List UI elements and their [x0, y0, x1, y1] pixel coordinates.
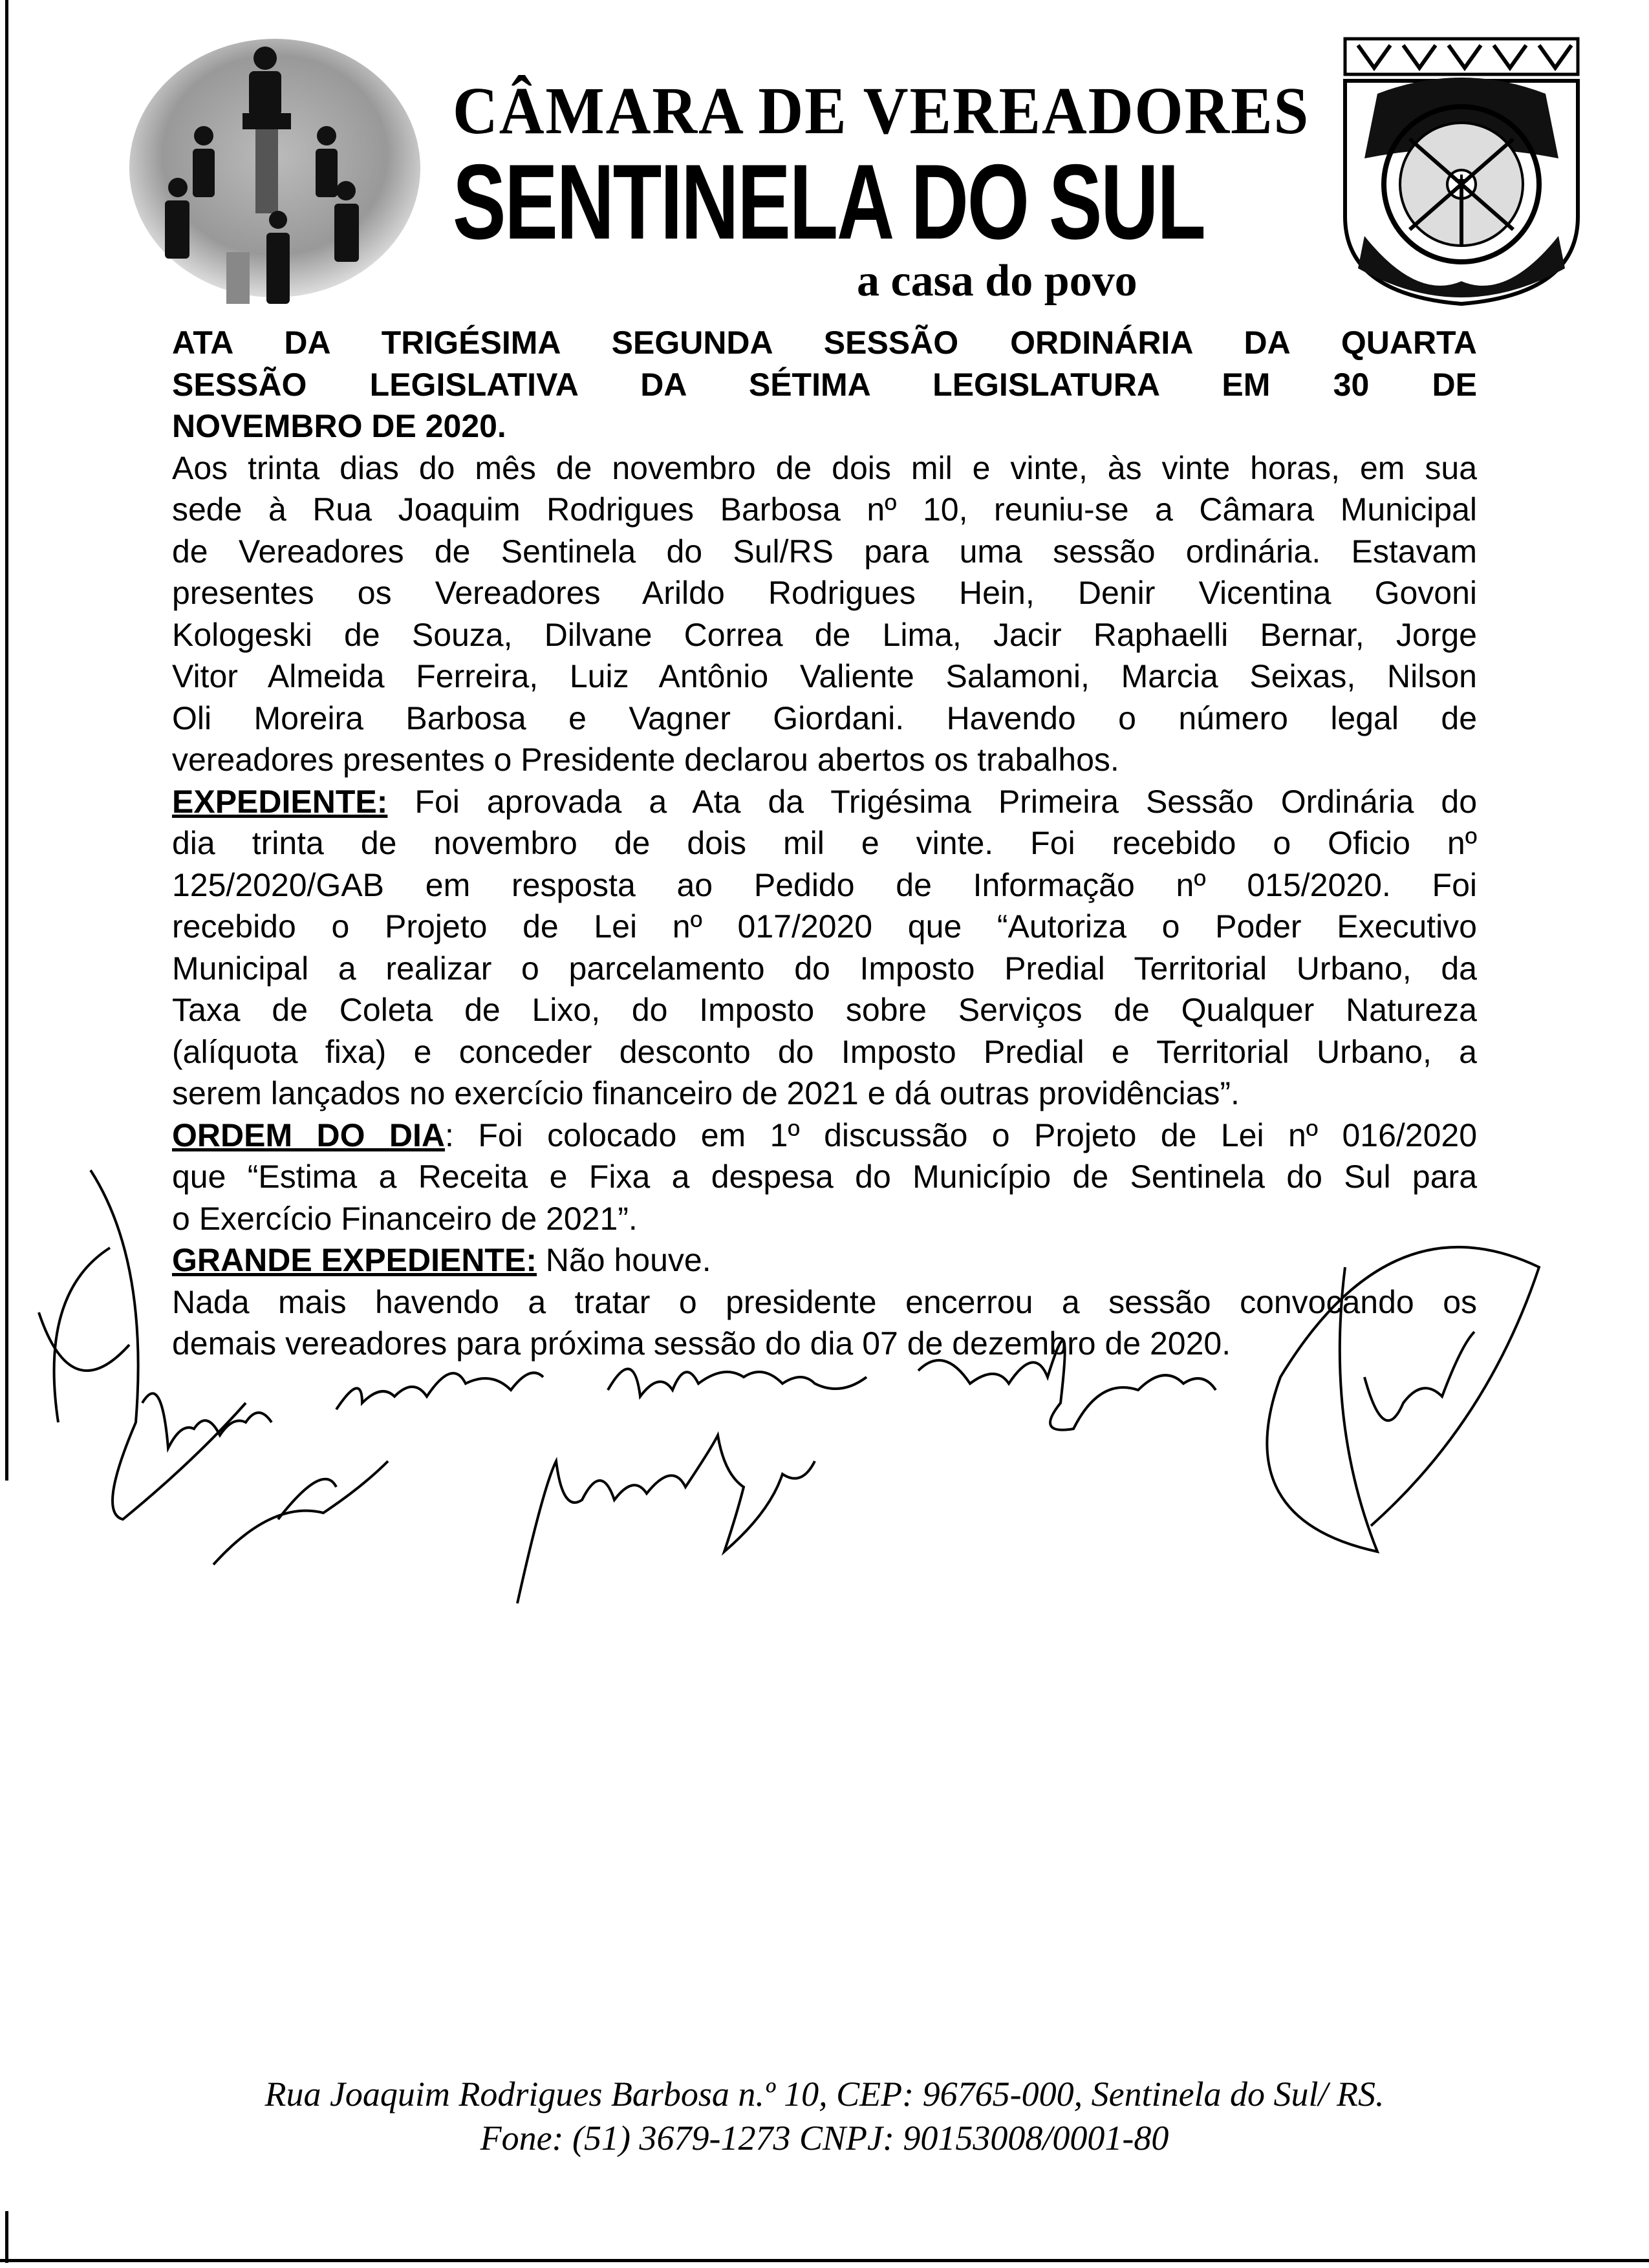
scan-edge-left — [5, 0, 8, 1481]
footer-address: Rua Joaquim Rodrigues Barbosa n.º 10, CEP: 96765-000, Sentinela do Sul/ RS. — [264, 2075, 1385, 2113]
opening-line: de Vereadores de Sentinela do Sul/RS para uma sessão ordinária. Estavam — [172, 533, 1477, 570]
closing-line: Nada mais havendo a tratar o presidente encerrou a sessão convocando os — [172, 1283, 1477, 1320]
grande-label: GRANDE EXPEDIENTE: — [172, 1242, 537, 1278]
expediente-first-line — [172, 781, 1477, 823]
ordem-label: ORDEM DO DIA — [172, 1117, 446, 1153]
header-title-line2: SENTINELA DO SUL — [453, 142, 1205, 261]
expediente-label: EXPEDIENTE: — [172, 783, 388, 820]
expediente-line: dia trinta de novembro de dois mil e vinte. Foi recebido o Oficio nº — [172, 825, 1477, 861]
opening-line: sede à Rua Joaquim Rodrigues Barbosa nº 10, reuniu-se a Câmara Municipal — [172, 491, 1477, 528]
expediente-text: Foi aprovada a Ata da Trigésima Primeira Sessão Ordinária do — [387, 783, 1477, 820]
minutes-title-line: SESSÃO LEGISLATIVA DA SÉTIMA LEGISLATURA EM 30 DE — [172, 366, 1477, 403]
signature-1 — [142, 1393, 272, 1448]
ordem-first-line — [172, 1115, 1477, 1157]
minutes-title-line: NOVEMBRO DE 2020. — [172, 408, 506, 444]
grande-line — [172, 1239, 1477, 1281]
signature-4 — [608, 1369, 867, 1396]
header-tagline: a casa do povo — [857, 256, 1137, 306]
expediente-line: recebido o Projeto de Lei nº 017/2020 que “Autoriza o Poder Executivo — [172, 908, 1477, 945]
closing-line: demais vereadores para próxima sessão do dia 07 de dezembro de 2020. — [172, 1325, 1231, 1362]
minutes-body — [172, 322, 1477, 1365]
expediente-line: (alíquota fixa) e conceder desconto do Imposto Predial e Territorial Urbano, a — [172, 1033, 1477, 1070]
opening-line: Vitor Almeida Ferreira, Luiz Antônio Valiente Salamoni, Marcia Seixas, Nilson — [172, 658, 1477, 694]
ordem-line: que “Estima a Receita e Fixa a despesa do Município de Sentinela do Sul para — [172, 1159, 1477, 1195]
opening-line: presentes os Vereadores Arildo Rodrigues Hein, Denir Vicentina Govoni — [172, 575, 1477, 611]
scan-edge-corner — [5, 2211, 8, 2263]
signature-3 — [213, 1461, 388, 1565]
expediente-line: serem lançados no exercício financeiro de 2021 e dá outras providências”. — [172, 1075, 1240, 1111]
opening-line: Aos trinta dias do mês de novembro de dois mil e vinte, às vinte horas, em sua — [172, 449, 1477, 486]
signature-6 — [517, 1435, 815, 1603]
ordem-line: o Exercício Financeiro de 2021”. — [172, 1200, 638, 1237]
header-title-line1: CÂMARA DE VEREADORES — [453, 74, 1310, 148]
opening-line: Kologeski de Souza, Dilvane Correa de Lima, Jacir Raphaelli Bernar, Jorge — [172, 616, 1477, 653]
grande-text: Não houve. — [536, 1242, 711, 1278]
opening-line: Oli Moreira Barbosa e Vagner Giordani. Havendo o número legal de — [172, 700, 1477, 736]
minutes-title-line: ATA DA TRIGÉSIMA SEGUNDA SESSÃO ORDINÁRIA DA QUARTA — [172, 325, 1477, 361]
municipal-coat-of-arms — [1339, 23, 1584, 307]
opening-line: vereadores presentes o Presidente declarou abertos os trabalhos. — [172, 742, 1119, 778]
council-people-logo — [116, 39, 420, 310]
ordem-text: : Foi colocado em 1º discussão o Projeto de Lei nº 016/2020 — [445, 1117, 1478, 1153]
expediente-line: 125/2020/GAB em resposta ao Pedido de Informação nº 015/2020. Foi — [172, 866, 1477, 903]
footer-contact: Fone: (51) 3679-1273 CNPJ: 90153008/0001-80 — [480, 2119, 1169, 2157]
expediente-line: Municipal a realizar o parcelamento do Imposto Predial Territorial Urbano, da — [172, 950, 1477, 987]
scan-edge-bottom — [0, 2259, 1649, 2262]
signature-2 — [336, 1373, 543, 1409]
expediente-line: Taxa de Coleta de Lixo, do Imposto sobre Serviços de Qualquer Natureza — [172, 992, 1477, 1028]
